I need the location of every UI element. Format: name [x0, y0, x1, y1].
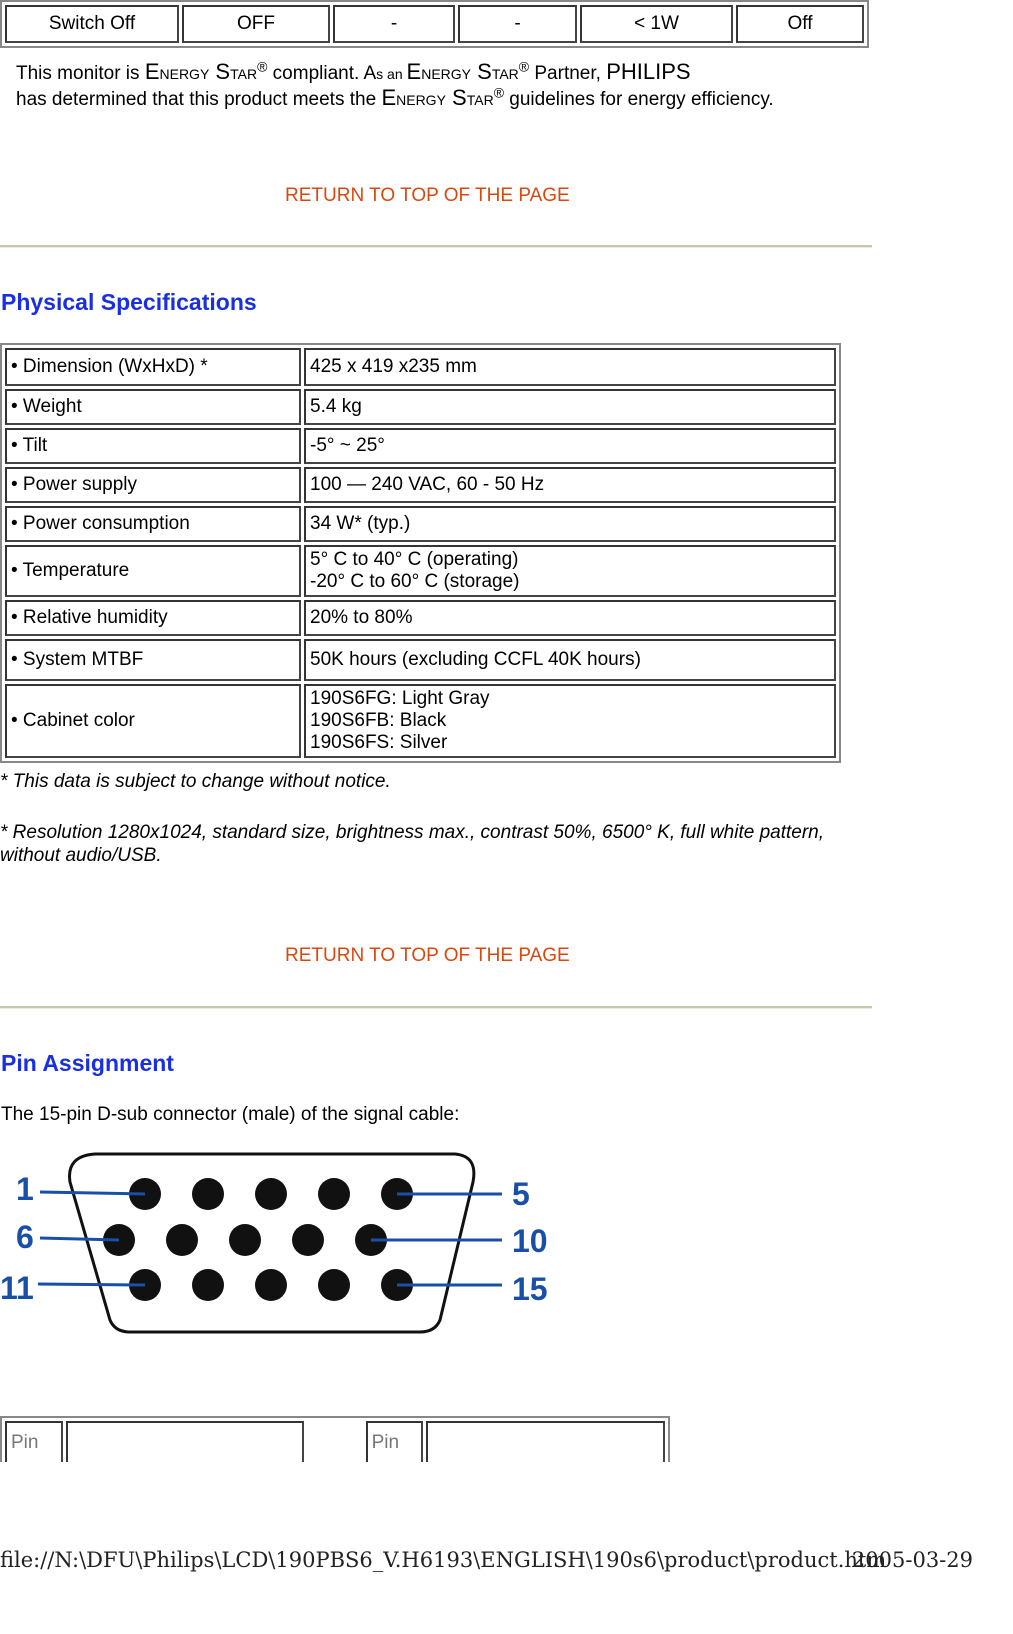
spec-value: 5° C to 40° C (operating) -20° C to 60° C (storage) — [304, 545, 836, 597]
leader-line — [38, 1284, 145, 1285]
spec-label: • Weight — [5, 389, 301, 425]
physical-specifications-table — [0, 343, 841, 763]
pin-9 — [292, 1224, 324, 1256]
pin-7 — [166, 1224, 198, 1256]
table-header-pin: Pin — [366, 1421, 424, 1462]
return-to-top-link[interactable]: RETURN TO TOP OF THE PAGE — [285, 185, 570, 206]
spec-label: • Cabinet color — [5, 684, 301, 758]
leader-line — [40, 1192, 145, 1194]
leader-line — [40, 1238, 119, 1240]
pin-label-right: 15 — [512, 1271, 548, 1307]
table-cell: - — [333, 5, 455, 43]
energy-star-statement: This monitor is ENERGY STAR® compliant. As an ENERGY STAR® Partner, PHILIPS has determined that this product meets the ENERGY STAR® guidelines for energy efficiency. — [16, 58, 774, 110]
table-row — [5, 467, 836, 503]
footer-file-path: file://N:\DFU\Philips\LCD\190PBS6_V.H6193\ENGLISH\190s6\product\product.htm — [0, 1548, 887, 1572]
spec-footnote-resolution: * Resolution 1280x1024, standard size, brightness max., contrast 50%, 6500° K, full white pattern, without audio/USB. — [0, 822, 825, 866]
table-header-pin: Pin — [5, 1421, 63, 1462]
pin-2 — [192, 1178, 224, 1210]
spec-value: 190S6FG: Light Gray 190S6FB: Black 190S6FS: Silver — [304, 684, 836, 758]
pin-table-clip — [0, 1416, 670, 1462]
spec-label: • Power supply — [5, 467, 301, 503]
pin-label-right: 5 — [512, 1176, 530, 1212]
pin-3 — [255, 1178, 287, 1210]
pin-label-left: 1 — [16, 1171, 34, 1207]
spec-label: • System MTBF — [5, 639, 301, 681]
table-cell: OFF — [182, 5, 330, 43]
pin-label-left: 11 — [0, 1270, 34, 1306]
pin-14 — [318, 1269, 350, 1301]
table-row — [5, 5, 864, 43]
table-row — [5, 1421, 665, 1462]
pin-label-right: 10 — [512, 1223, 548, 1259]
spec-value: 425 x 419 x235 mm — [304, 348, 836, 386]
table-cell: Switch Off — [5, 5, 179, 43]
pin-4 — [318, 1178, 350, 1210]
spec-footnote-change: * This data is subject to change without notice. — [0, 771, 391, 792]
pin-assignment-table — [0, 1416, 670, 1462]
table-row — [5, 684, 836, 758]
spec-value: 100 — 240 VAC, 60 - 50 Hz — [304, 467, 836, 503]
pin-8 — [229, 1224, 261, 1256]
spec-value: 34 W* (typ.) — [304, 506, 836, 542]
table-row — [5, 428, 836, 464]
table-cell: Off — [736, 5, 864, 43]
table-row — [5, 389, 836, 425]
table-header-description — [66, 1421, 305, 1462]
power-management-table — [0, 0, 869, 48]
spec-label: • Power consumption — [5, 506, 301, 542]
spec-label: • Tilt — [5, 428, 301, 464]
table-row — [5, 600, 836, 636]
return-to-top-link[interactable]: RETURN TO TOP OF THE PAGE — [285, 945, 570, 966]
spec-value: 5.4 kg — [304, 389, 836, 425]
pin-label-left: 6 — [16, 1219, 34, 1255]
spec-value: 50K hours (excluding CCFL 40K hours) — [304, 639, 836, 681]
pin-intro-text: The 15-pin D-sub connector (male) of the signal cable: — [1, 1104, 460, 1125]
table-header-description — [426, 1421, 665, 1462]
pin-12 — [192, 1269, 224, 1301]
physical-specifications-heading: Physical Specifications — [1, 289, 257, 315]
table-row — [5, 506, 836, 542]
spec-label: • Relative humidity — [5, 600, 301, 636]
section-divider — [0, 1006, 872, 1009]
spec-value: -5° ~ 25° — [304, 428, 836, 464]
dsub-connector-diagram — [0, 1148, 560, 1338]
table-row — [5, 639, 836, 681]
table-cell: < 1W — [580, 5, 733, 43]
spec-label: • Dimension (WxHxD) * — [5, 348, 301, 386]
spec-value: 20% to 80% — [304, 600, 836, 636]
table-spacer — [307, 1421, 362, 1462]
table-row — [5, 545, 836, 597]
pin-assignment-heading: Pin Assignment — [1, 1050, 174, 1076]
pin-13 — [255, 1269, 287, 1301]
section-divider — [0, 245, 872, 248]
table-cell: - — [458, 5, 577, 43]
spec-label: • Temperature — [5, 545, 301, 597]
footer-date: 2005-03-29 — [851, 1548, 973, 1572]
table-row — [5, 348, 836, 386]
